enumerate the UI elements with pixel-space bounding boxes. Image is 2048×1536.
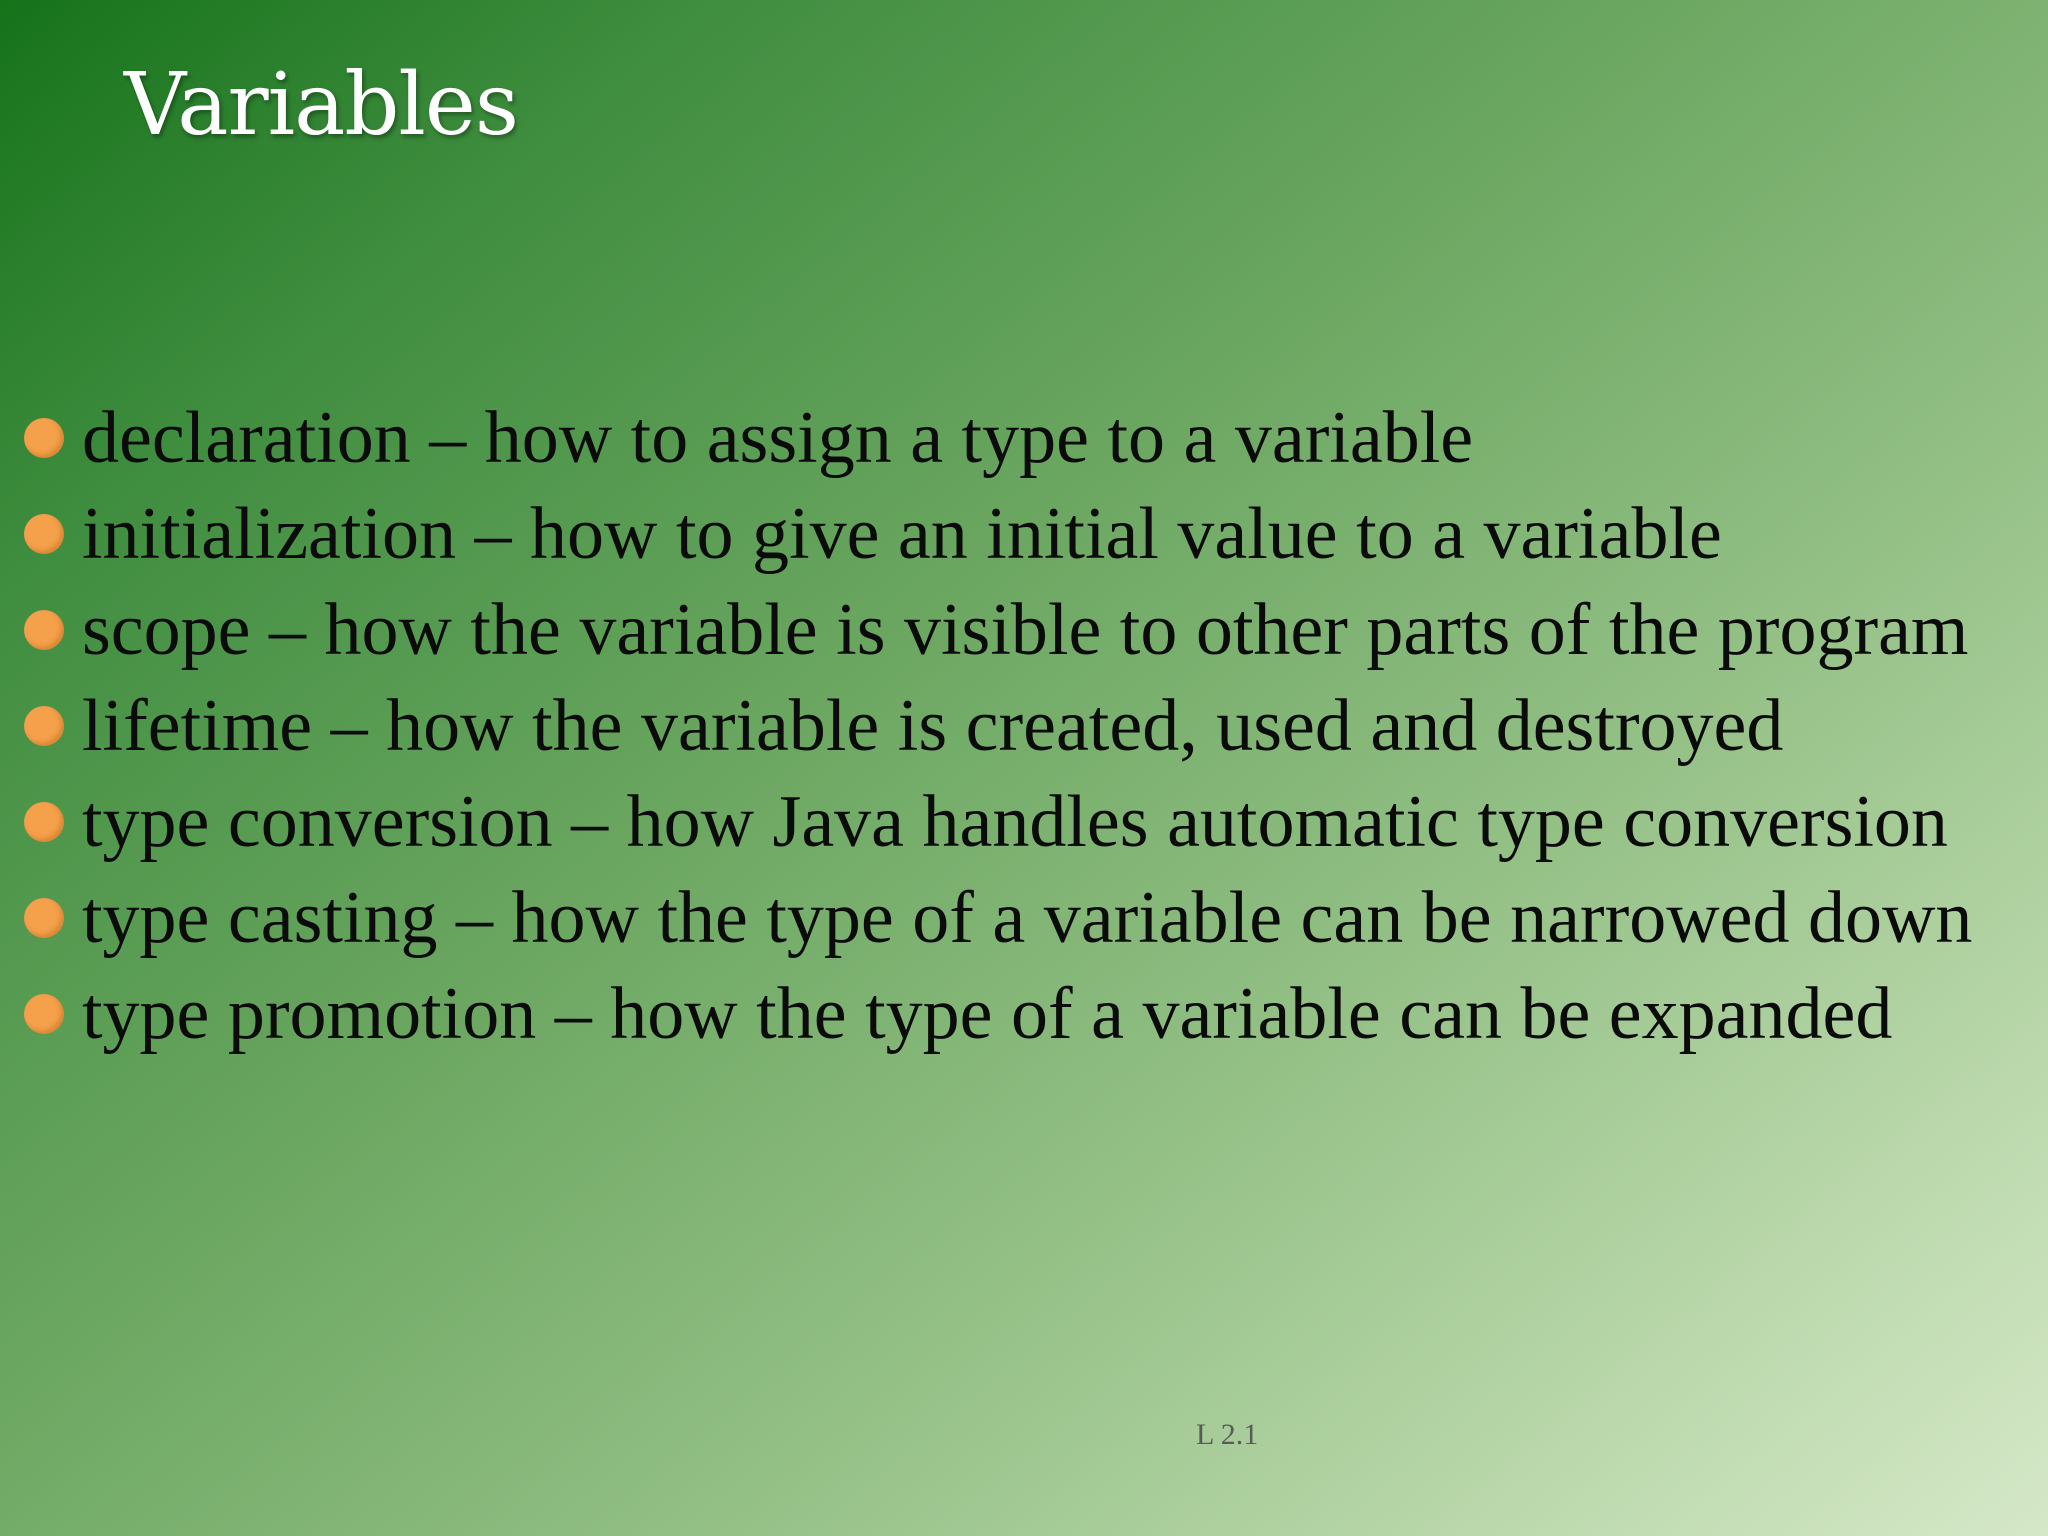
slide-title: Variables [124,55,518,155]
bullet-item [0,494,2000,574]
bullet-dot-icon [24,418,64,458]
bullet-text: type casting – how the type of a variable can be narrowed down [82,877,1973,959]
bullet-text: lifetime – how the variable is created, used and destroyed [82,685,1784,767]
bullet-text: scope – how the variable is visible to other parts of the program [82,589,1969,671]
slide-number: L 2.1 [1196,1418,1259,1451]
bullet-text: type conversion – how Java handles automatic type conversion [82,781,1948,863]
bullet-dot-icon [24,994,64,1034]
bullet-list [0,398,2000,1070]
bullet-item [0,590,2000,670]
bullet-item [0,782,2000,862]
bullet-text: declaration – how to assign a type to a variable [82,397,1474,479]
bullet-text: type promotion – how the type of a variable can be expanded [82,973,1893,1055]
bullet-item [0,686,2000,766]
bullet-item [0,398,2000,478]
bullet-item [0,974,2000,1054]
bullet-dot-icon [24,610,64,650]
bullet-dot-icon [24,706,64,746]
bullet-text: initialization – how to give an initial value to a variable [82,493,1722,575]
bullet-dot-icon [24,802,64,842]
bullet-dot-icon [24,514,64,554]
bullet-item [0,878,2000,958]
bullet-dot-icon [24,898,64,938]
